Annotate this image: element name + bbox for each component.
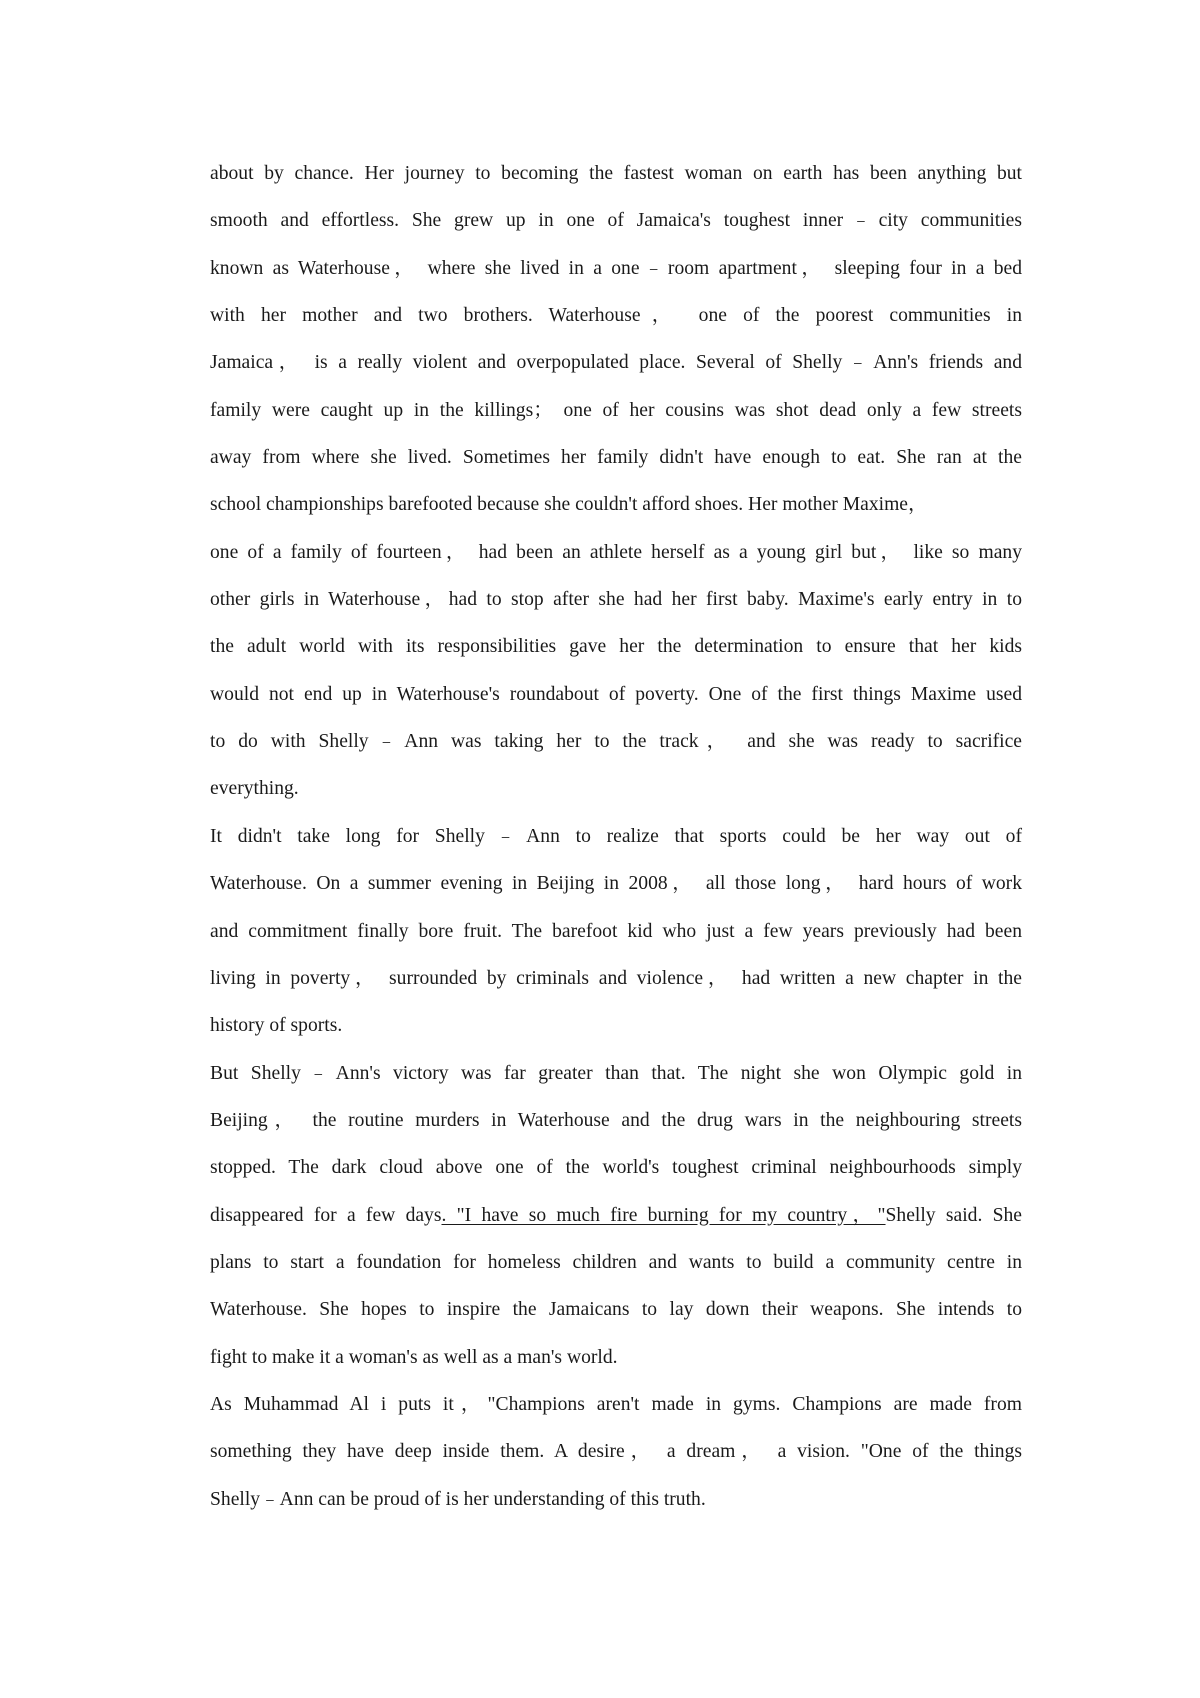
text-line: the adult world with its responsibilities gave her the determination to ensure that her kids [210, 636, 1022, 658]
text-line: known as Waterhouse， where she lived in a one﹣room apartment， sleeping four in a bed [210, 257, 1022, 279]
text-line: stopped. The dark cloud above one of the world's toughest criminal neighbourhoods simply [210, 1157, 1022, 1179]
text-line: Waterhouse. On a summer evening in Beijing in 2008， all those long， hard hours of work [210, 873, 1022, 895]
text-line: everything. [210, 778, 299, 800]
text-span: Shelly said. She [885, 1204, 1023, 1226]
text-line: one of a family of fourteen， had been an athlete herself as a young girl but， like so many [210, 541, 1022, 563]
text-line: family were caught up in the killings； one of her cousins was shot dead only a few streets [210, 399, 1022, 421]
text-line: It didn't take long for Shelly﹣Ann to realize that sports could be her way out of [210, 825, 1022, 847]
text-line: to do with Shelly﹣Ann was taking her to the track， and she was ready to sacrifice [210, 731, 1022, 753]
text-line: school championships barefooted because she couldn't afford shoes. Her mother Maxime， [210, 494, 928, 516]
text-span: disappeared for a few days [210, 1204, 442, 1226]
text-line: other girls in Waterhouse，had to stop after she had her first baby. Maxime's early entry in to [210, 589, 1022, 611]
text-line: about by chance. Her journey to becoming the fastest woman on earth has been anything but [210, 163, 1022, 184]
text-line: living in poverty， surrounded by criminals and violence， had written a new chapter in the [210, 967, 1022, 989]
text-line: something they have deep inside them. A desire， a dream， a vision. "One of the things [210, 1441, 1022, 1463]
text-line: But Shelly﹣Ann's victory was far greater than that. The night she won Olympic gold in [210, 1062, 1022, 1084]
text-line: fight to make it a woman's as well as a man's world. [210, 1346, 618, 1368]
text-line: Beijing， the routine murders in Waterhouse and the drug wars in the neighbouring streets [210, 1109, 1022, 1131]
text-line: history of sports. [210, 1015, 343, 1037]
text-line: Shelly﹣Ann can be proud of is her understanding of this truth. [210, 1488, 706, 1510]
text-line: smooth and effortless. She grew up in one of Jamaica's toughest inner﹣city communities [210, 210, 1022, 232]
text-line: As Muhammad Al i puts it，"Champions aren't made in gyms. Champions are made from [210, 1393, 1022, 1415]
text-line: plans to start a foundation for homeless children and wants to build a community centre in [210, 1251, 1022, 1273]
document-body [210, 150, 1022, 1523]
text-line: would not end up in Waterhouse's roundabout of poverty. One of the first things Maxime used [210, 683, 1022, 705]
text-line: away from where she lived. Sometimes her family didn't have enough to eat. She ran at the [210, 447, 1022, 469]
underlined-quote: . "I have so much fire burning for my country，" [441, 1204, 886, 1226]
text-line: and commitment finally bore fruit. The barefoot kid who just a few years previously had been [210, 920, 1022, 942]
text-line: Waterhouse. She hopes to inspire the Jamaicans to lay down their weapons. She intends to [210, 1299, 1022, 1321]
text-line: Jamaica， is a really violent and overpopulated place. Several of Shelly﹣Ann's friends and [210, 352, 1022, 374]
text-line-with-underline [210, 1192, 1022, 1239]
text-line: with her mother and two brothers. Waterhouse， one of the poorest communities in [210, 305, 1022, 327]
